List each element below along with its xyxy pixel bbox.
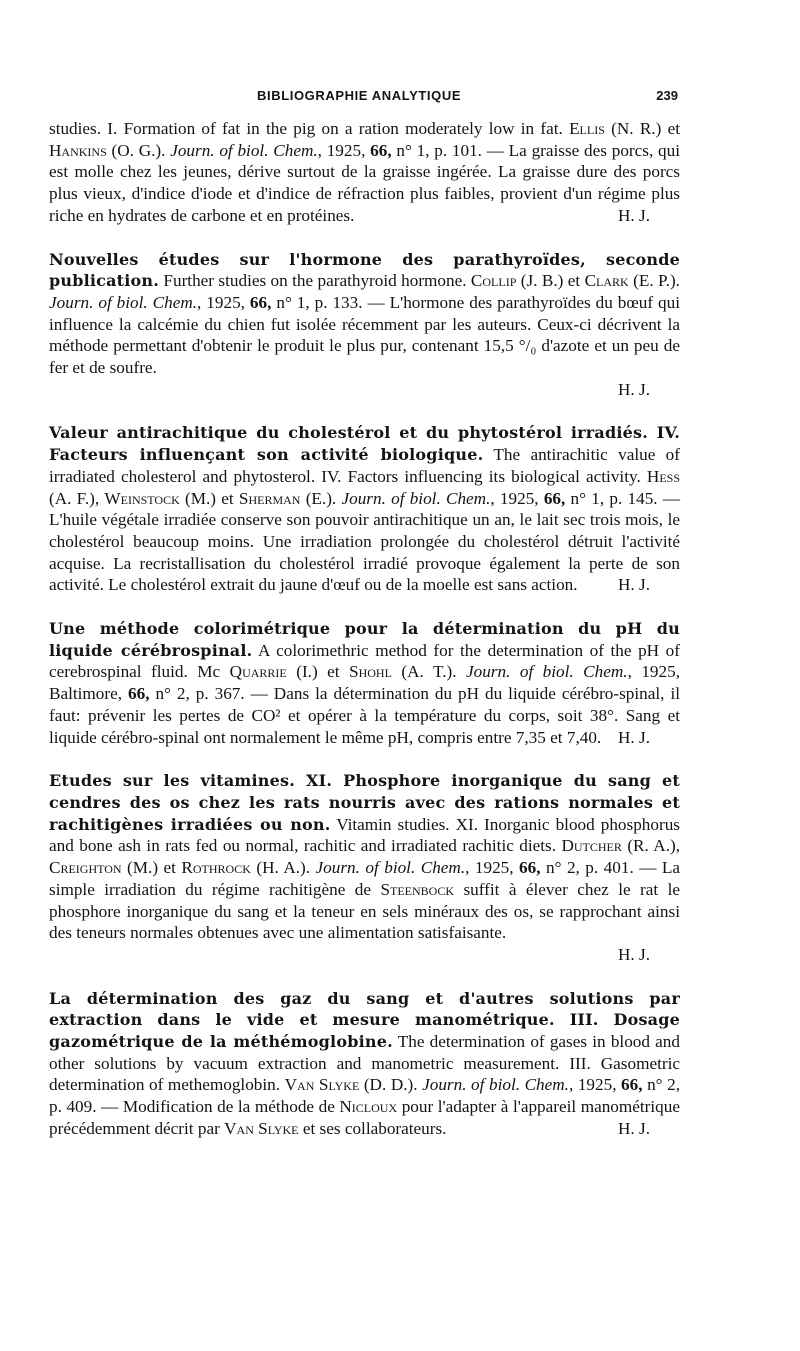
abstract-entry-blood-gases xyxy=(49,988,680,1140)
entry-text: The antirachitic value of irradiated cholesterol and phytosterol. IV. Factors influencing its biological activity. xyxy=(49,445,680,486)
abstracts-body xyxy=(49,118,680,1140)
signature: H. J. xyxy=(618,727,650,747)
entry-text: Vitamin studies. XI. Inorganic blood phosphorus and bone ash in rats fed ou normal, rachitic and irradiated rachitic diets. xyxy=(49,814,680,856)
entry-text: , 1925, xyxy=(317,140,371,160)
entry-text: n° 1, p. 145. — L'huile végétale irradiée conserve son pouvoir antirachitique un an, le lait sec trois mois, le cholestérol beaucoup moins. Une irradiation prolongée du cholestérol détruit l'activité acquise. La recristallisation du cholestérol irradié provoque également la perte de son activité. Le cholestérol extrait du jaune d'œuf ou de la moelle est sans action. xyxy=(49,488,681,595)
author-name: Dutcher xyxy=(561,836,622,856)
author-name: Ellis xyxy=(569,119,605,138)
author-name: Van Slyke xyxy=(284,1075,360,1095)
author-name: Van Slyke xyxy=(224,1118,299,1138)
entry-text: n° 2, p. 401. — La simple irradiation du régime rachitigène de xyxy=(49,858,680,899)
author-name: Hess xyxy=(646,466,680,486)
entry-text: (E. P.). xyxy=(628,271,680,291)
volume-number: 66, xyxy=(249,292,272,312)
abstract-title: Nouvelles études sur l'hormone des parathyroïdes, seconde publication. xyxy=(49,249,680,291)
signature: H. J. xyxy=(618,944,650,964)
journal-name: Journ. of biol. Chem. xyxy=(465,662,628,682)
author-name: Hankins xyxy=(49,140,107,160)
entry-text: (D. D.). xyxy=(359,1075,423,1095)
abstract-title: Valeur antirachitique du cholestérol et du phytostérol irradiés. IV. Facteurs influençant son activité biologique. xyxy=(49,423,680,465)
entry-text: (A. F.), xyxy=(49,488,105,508)
journal-name: Journ. of biol. Chem. xyxy=(315,858,466,878)
abstract-entry-ph-csf xyxy=(49,618,680,748)
journal-name: Journ. of biol. Chem. xyxy=(170,140,318,160)
journal-name: Journ. of biol. Chem. xyxy=(422,1075,569,1095)
abstract-entry-fat-in-pig xyxy=(49,118,680,227)
abstract-title: Etudes sur les vitamines. XI. Phosphore inorganique du sang et cendres des os chez les rats nourris avec des rations normales et rachitigènes irradiées ou non. xyxy=(49,771,680,834)
entry-text: n° 1, p. 133. — L'hormone des parathyroïdes du bœuf qui influence la calcémie du chien fut isolée récemment par les auteurs. Ceux-ci décrivent la méthode permettant d'obtenir le produit le plus pur, contenant 15,5 °/₀ d'azote et un peu de fer et de soufre. xyxy=(49,292,680,378)
entry-text: (M.) et xyxy=(179,488,239,508)
entry-text: n° 1, p. 101. — La graisse des porcs, qui est molle chez les jeunes, dérive surtout de la graisse ingérée. La graisse dure des porcs plus vieux, d'indice d'iode et d'indice de réfraction plus faibles, provient d'un régime plus riche en hydrates de carbone et en protéines. xyxy=(49,140,680,225)
author-name: Nicloux xyxy=(339,1097,398,1117)
entry-text: Further studies on the parathyroid hormone. xyxy=(159,271,471,291)
entry-text: (O. G.). xyxy=(106,140,171,160)
entry-text: n° 2, p. 367. — Dans la détermination du pH du liquide cérébro-spinal, il faut: prévenir les pertes de CO² et opérer à la température du corps, soit 38°. Sang et liquide cérébro-spinal ont normalement le même pH, compris entre 7,35 et 7,40. xyxy=(49,684,680,747)
entry-text: (M.) et xyxy=(121,858,182,878)
author-name: Creighton xyxy=(49,858,122,878)
entry-text: The determination of gases in blood and other solutions by vacuum extraction and manometric measurement. III. Gasometric determination of methemoglobin. xyxy=(49,1032,680,1095)
journal-name: Journ. of biol. Chem. xyxy=(49,292,198,312)
abstract-entry-antirachitic xyxy=(49,422,680,596)
entry-text: , 1925, xyxy=(568,1075,622,1095)
author-name: Quarrie xyxy=(229,662,287,682)
author-name: Rothrock xyxy=(181,858,251,878)
abstract-title: Une méthode colorimétrique pour la détermination du pH du liquide cérébrospinal. xyxy=(49,619,680,660)
abstract-entry-parathyroid xyxy=(49,249,680,401)
signature: H. J. xyxy=(618,1118,650,1138)
volume-number: 66, xyxy=(370,140,392,160)
entry-text: pour l'adapter à l'appareil manométrique précédemment décrit par xyxy=(49,1097,680,1138)
volume-number: 66, xyxy=(519,858,541,878)
entry-text: suffit à élever chez le rat le phosphore inorganique du sang et la teneur en sels minéraux des os, se rapprochant ainsi des teneurs normales obtenues avec une alimentation satisfaisante. xyxy=(49,879,680,943)
author-name: Collip xyxy=(470,271,517,291)
volume-number: 66, xyxy=(128,684,150,704)
abstract-entry-vitamins xyxy=(49,770,680,965)
entry-text: , 1925, xyxy=(490,488,544,508)
journal-name: Journ. of biol. Chem. xyxy=(341,488,491,508)
signature: H. J. xyxy=(618,379,650,399)
entry-text: , 1925, xyxy=(465,858,520,878)
page-number: 239 xyxy=(656,88,678,103)
entry-text: (E.). xyxy=(300,488,342,508)
abstract-title: La détermination des gaz du sang et d'autres solutions par extraction dans le vide et mesure manométrique. III. Dosage gazométrique de la méthémoglobine. xyxy=(49,988,680,1052)
volume-number: 66, xyxy=(621,1075,643,1095)
author-name: Shohl xyxy=(349,662,392,682)
entry-text: (H. A.). xyxy=(250,858,316,878)
entry-text: (R. A.), xyxy=(621,836,681,856)
entry-text: studies. I. Formation of fat in the pig on a ration moderately low in fat. xyxy=(49,119,570,138)
entry-text: A colorimethric method for the determination of the pH of cerebrospinal fluid. Mc xyxy=(49,640,680,682)
author-name: Clark xyxy=(584,271,629,291)
author-name: Sherman xyxy=(238,488,301,508)
entry-text: , 1925, xyxy=(197,292,250,312)
author-name: Weinstock xyxy=(104,488,180,508)
page-header xyxy=(49,88,678,108)
entry-text: et ses collaborateurs. xyxy=(298,1118,447,1138)
signature: H. J. xyxy=(618,575,650,595)
entry-text: (N. R.) et xyxy=(604,119,680,138)
entry-text: , 1925, Baltimore, xyxy=(49,662,681,704)
author-name: Steenbock xyxy=(380,879,455,899)
entry-text: (I.) et xyxy=(286,662,350,682)
entry-text: (J. B.) et xyxy=(516,271,585,291)
entry-text: n° 2, p. 409. — Modification de la méthode de xyxy=(49,1075,680,1117)
entry-text: (A. T.). xyxy=(391,662,466,682)
volume-number: 66, xyxy=(543,488,566,508)
running-title: BIBLIOGRAPHIE ANALYTIQUE xyxy=(257,88,462,103)
signature: H. J. xyxy=(618,205,650,225)
